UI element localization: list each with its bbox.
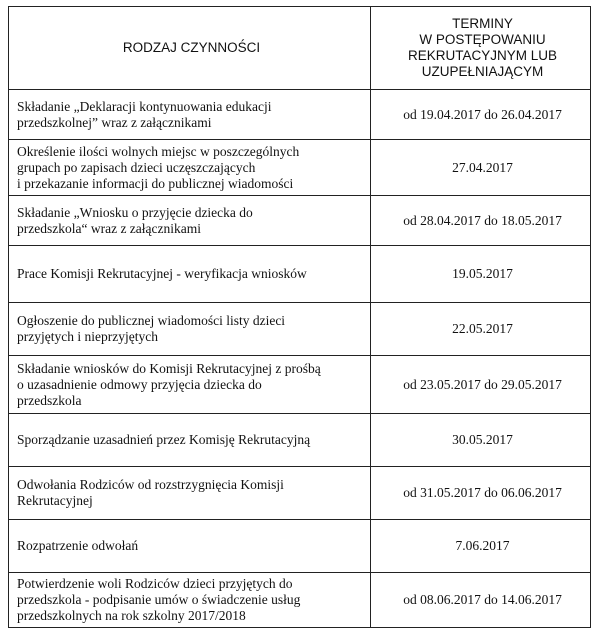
activity-line: Określenie ilości wolnych miejsc w poszczególnych <box>17 143 300 159</box>
activity-line: przedszkolnej” wraz z załącznikami <box>17 114 212 130</box>
table-row <box>9 196 591 246</box>
table-row <box>9 246 591 303</box>
date-cell: 19.05.2017 <box>371 246 591 303</box>
activity-line: Prace Komisji Rekrutacyjnej - weryfikacja wniosków <box>17 266 307 281</box>
header-row <box>9 7 591 90</box>
table-row <box>9 140 591 196</box>
activity-line: Sporządzanie uzasadnień przez Komisję Rekrutacyjną <box>17 432 311 447</box>
activity-line: Ogłoszenie do publicznej wiadomości listy dzieci <box>17 313 286 328</box>
activity-line: grupach po zapisach dzieci uczęszczających <box>17 159 256 175</box>
activity-line: i przekazanie informacji do publicznej wiadomości <box>17 175 294 191</box>
table-row <box>9 356 591 414</box>
date-cell: od 08.06.2017 do 14.06.2017 <box>371 573 591 628</box>
activity-cell <box>9 520 371 573</box>
table-row <box>9 520 591 573</box>
activity-cell <box>9 303 371 356</box>
activity-cell <box>9 196 371 246</box>
date-cell: 30.05.2017 <box>371 414 591 467</box>
activity-line: Potwierdzenie woli Rodziców dzieci przyjętych do <box>17 576 293 591</box>
activity-cell <box>9 356 371 414</box>
activity-cell <box>9 467 371 520</box>
activity-cell <box>9 90 371 140</box>
activity-line: Odwołania Rodziców od rozstrzygnięcia Komisji <box>17 477 284 492</box>
activity-line: Składanie wniosków do Komisji Rekrutacyjnej z prośbą <box>17 360 321 376</box>
recruitment-schedule-table <box>8 6 591 628</box>
activity-line: Składanie „Deklaracji kontynuowania edukacji <box>17 98 272 114</box>
header-deadlines-line: UZUPEŁNIAJĄCYM <box>421 64 544 79</box>
date-cell: od 31.05.2017 do 06.06.2017 <box>371 467 591 520</box>
activity-cell <box>9 414 371 467</box>
activity-line: przyjętych i nieprzyjętych <box>17 329 158 344</box>
table-row <box>9 573 591 628</box>
activity-cell <box>9 573 371 628</box>
activity-line: o uzasadnienie odmowy przyjęcia dziecka do <box>17 376 262 392</box>
activity-line: przedszkola - podpisanie umów o świadczenie usług <box>17 592 301 607</box>
activity-line: Rozpatrzenie odwołań <box>17 538 139 553</box>
activity-cell <box>9 246 371 303</box>
table-row <box>9 90 591 140</box>
header-deadlines-line: REKRUTACYJNYM LUB <box>407 48 558 63</box>
header-activity-type: RODZAJ CZYNNOŚCI <box>9 7 371 90</box>
date-cell: 27.04.2017 <box>371 140 591 196</box>
date-cell: od 28.04.2017 do 18.05.2017 <box>371 196 591 246</box>
date-cell: od 19.04.2017 do 26.04.2017 <box>371 90 591 140</box>
header-deadlines-line: W POSTĘPOWANIU <box>419 32 546 47</box>
date-cell: 7.06.2017 <box>371 520 591 573</box>
activity-line: przedszkolnych na rok szkolny 2017/2018 <box>17 608 246 623</box>
table-row <box>9 303 591 356</box>
date-cell: 22.05.2017 <box>371 303 591 356</box>
activity-cell <box>9 140 371 196</box>
table-row <box>9 414 591 467</box>
header-deadlines <box>371 7 591 90</box>
table-row <box>9 467 591 520</box>
activity-line: Rekrutacyjnej <box>17 493 93 508</box>
header-deadlines-line: TERMINY <box>452 16 513 31</box>
activity-line: Składanie „Wniosku o przyjęcie dziecka do <box>17 204 253 220</box>
activity-line: przedszkola“ wraz z załącznikami <box>17 220 202 236</box>
date-cell: od 23.05.2017 do 29.05.2017 <box>371 356 591 414</box>
activity-line: przedszkola <box>17 392 82 408</box>
